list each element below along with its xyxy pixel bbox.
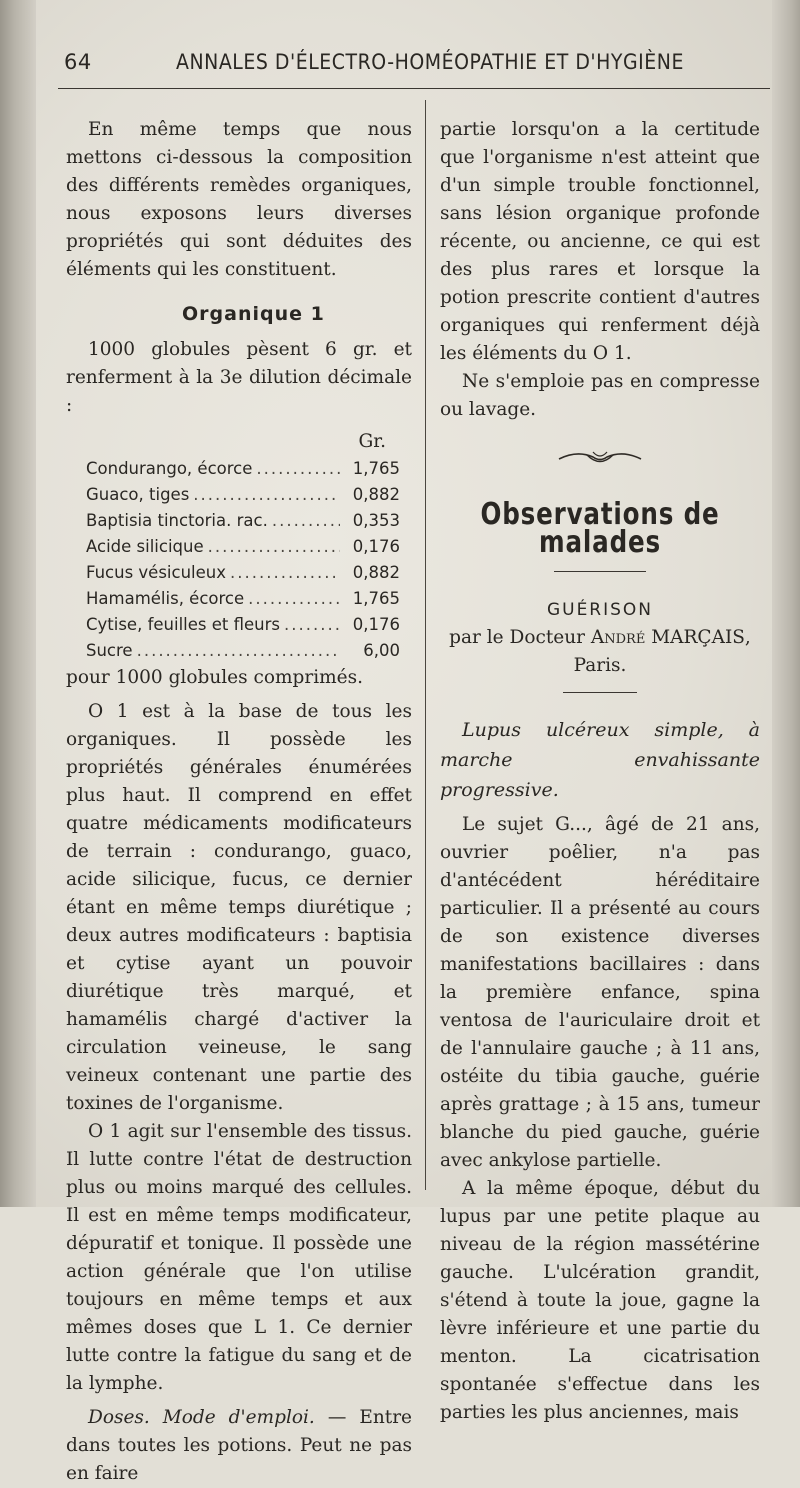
author-rule <box>563 692 637 693</box>
author-line <box>440 624 760 680</box>
ingredient-value: 6,00 <box>363 641 400 660</box>
composition-row <box>66 638 412 664</box>
composition-row <box>66 534 412 560</box>
running-title: ANNALES D'ÉLECTRO-HOMÉOPATHIE ET D'HYGIÈNE <box>176 50 684 74</box>
intro-paragraph: En même temps que nous mettons ci-dessous la composition des différents remèdes organiques, nous exposons leurs diverses propriétés qui sont déduites des éléments qui les constituent. <box>66 119 412 280</box>
ingredient-value: 0,176 <box>352 615 400 634</box>
composition-intro: 1000 globules pèsent 6 gr. et renferment à la 3e dilution décimale : <box>66 339 412 416</box>
ingredient-name: Guaco, tiges <box>86 485 190 504</box>
case-paragraph: A la même époque, début du lupus par une petite plaque au niveau de la région massétérine gauche. L'ulcération grandit, s'étend à toute la joue, gagne la lèvre inférieure et une partie du menton. La cicatrisation spontanée s'effectue dans les parties les plus anciennes, mais <box>440 1178 760 1423</box>
doses-label: Doses. Mode d'emploi. <box>88 1407 315 1428</box>
page-right-edge <box>772 0 800 1207</box>
title-rule <box>554 571 646 572</box>
continuation-paragraph: partie lorsqu'on a la certitude que l'organisme n'est atteint que d'un simple trouble fonctionnel, sans lésion organique profonde récente, ou ancienne, ce qui est des plus rares et lorsque la potion prescrite contient d'autres organiques qui renferment déjà les éléments du O 1. <box>440 119 760 364</box>
left-column <box>66 116 412 1488</box>
body-paragraph: O 1 est à la base de tous les organiques. Il possède les propriétés générales énumérées plus haut. Il comprend en effet quatre médicaments modificateurs de terrain : condurango, guaco, acide silicique, fucus, ce dernier étant en même temps diurétique ; deux autres modificateurs : baptisia et cytise ayant un pouvoir diurétique très marqué, et hamamélis chargé d'activer la circulation veineuse, le sang veineux contenant une partie des toxines de l'organisme. <box>66 701 412 1114</box>
ingredient-name: Baptisia tinctoria. rac. <box>86 511 268 530</box>
right-column <box>440 116 760 1427</box>
usage-note: Ne s'emploie pas en compresse ou lavage. <box>440 371 760 420</box>
composition-row <box>66 586 412 612</box>
author-name: André MARÇAIS <box>590 627 745 648</box>
unit-header: Gr. <box>358 431 386 452</box>
dot-leader <box>208 534 340 560</box>
composition-row <box>66 508 412 534</box>
composition-outro: pour 1000 globules comprimés. <box>66 667 363 688</box>
doses-paragraph <box>66 1404 412 1488</box>
ingredient-name: Fucus vésiculeux <box>86 563 227 582</box>
section-title-organique-1: Organique 1 <box>182 303 325 325</box>
ingredient-value: 0,176 <box>352 537 400 556</box>
doses-text: — Entre dans toutes les potions. Peut ne pas en faire <box>66 1407 412 1484</box>
page-left-edge <box>0 0 36 1207</box>
composition-row <box>66 612 412 638</box>
ingredient-name: Hamamélis, écorce <box>86 589 245 608</box>
ornament-icon <box>440 446 760 481</box>
composition-row <box>66 482 412 508</box>
ingredient-name: Condurango, écorce <box>86 459 253 478</box>
dot-leader <box>284 612 340 638</box>
dot-leader <box>137 638 340 664</box>
ingredient-value: 0,353 <box>352 511 400 530</box>
ingredient-name: Cytise, feuilles et fleurs <box>86 615 280 634</box>
page-header <box>58 44 770 84</box>
ingredient-value: 0,882 <box>352 485 400 504</box>
observations-title: Observations de malades <box>480 497 720 560</box>
ingredient-value: 1,765 <box>352 589 400 608</box>
composition-row <box>66 560 412 586</box>
ingredient-value: 1,765 <box>352 459 400 478</box>
dot-leader <box>256 456 340 482</box>
body-paragraph: O 1 agit sur l'ensemble des tissus. Il lutte contre l'état de destruction plus ou moins marqué des cellules. Il est en même temps modificateur, dépuratif et tonique. Il possède une action générale que l'on utilise toujours en même temps et aux mêmes doses que L 1. Ce dernier lutte contre la fatigue du sang et de la lymphe. <box>66 1121 412 1394</box>
ingredient-value: 0,882 <box>352 563 400 582</box>
column-divider <box>425 100 426 1190</box>
healing-heading: GUÉRISON <box>546 600 654 620</box>
dot-leader <box>248 586 340 612</box>
ingredient-name: Acide silicique <box>86 537 204 556</box>
composition-table <box>66 428 412 664</box>
case-title: Lupus ulcéreux simple, à marche envahissante progressive. <box>440 719 760 801</box>
ingredient-name: Sucre <box>86 641 133 660</box>
dot-leader <box>272 508 340 534</box>
author-prefix: par le Docteur <box>449 627 591 648</box>
composition-row <box>66 456 412 482</box>
header-rule <box>58 88 770 89</box>
author-suffix: , Paris. <box>573 627 751 676</box>
dot-leader <box>230 560 340 586</box>
case-paragraph: Le sujet G..., âgé de 21 ans, ouvrier poêlier, n'a pas d'antécédent héréditaire particulier. Il a présenté au cours de son existence diverses manifestations bacillaires : dans la première enfance, spina ventosa de l'auriculaire droit et de l'annulaire gauche ; à 11 ans, ostéite du tibia gauche, guérie après grattage ; à 15 ans, tumeur blanche du pied gauche, guérie avec ankylose partielle. <box>440 814 760 1171</box>
dot-leader <box>193 482 340 508</box>
page-number: 64 <box>64 50 92 74</box>
